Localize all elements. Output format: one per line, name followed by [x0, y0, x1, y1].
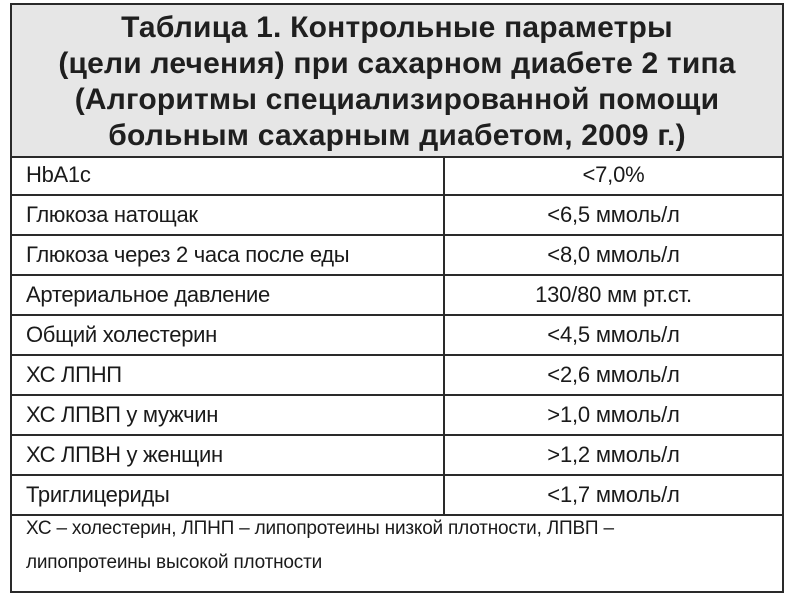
table-title-line-3: (Алгоритмы специализированной помощи	[74, 82, 720, 116]
parameter-cell: Общий холестерин	[12, 315, 444, 355]
target-value-cell: <7,0%	[444, 156, 782, 195]
table-row	[12, 435, 782, 475]
footnote-line-1: ХС – холестерин, ЛПНП – липопротеины низкой плотности, ЛПВП –	[26, 518, 614, 539]
table-title-line-2: (цели лечения) при сахарном диабете 2 типа	[58, 46, 736, 80]
target-value-cell: 130/80 мм рт.ст.	[444, 275, 782, 315]
table-row	[12, 315, 782, 355]
parameter-cell: Глюкоза через 2 часа после еды	[12, 235, 444, 275]
target-value-cell: <2,6 ммоль/л	[444, 355, 782, 395]
parameter-cell: Триглицериды	[12, 475, 444, 515]
table-row	[12, 395, 782, 435]
target-value-cell: >1,2 ммоль/л	[444, 435, 782, 475]
parameter-cell: ХС ЛПНП	[12, 355, 444, 395]
table-row	[12, 275, 782, 315]
parameter-cell: ХС ЛПВП у мужчин	[12, 395, 444, 435]
table-title-line-4: больным сахарным диабетом, 2009 г.)	[108, 118, 686, 152]
table-header	[12, 5, 782, 158]
target-value-cell: <4,5 ммоль/л	[444, 315, 782, 355]
table-row	[12, 235, 782, 275]
table-row	[12, 355, 782, 395]
parameter-cell: Артериальное давление	[12, 275, 444, 315]
parameter-cell: HbA1c	[12, 156, 444, 195]
footnote-line-2: липопротеины высокой плотности	[26, 552, 322, 573]
table-footnote	[26, 512, 766, 580]
table-row	[12, 195, 782, 235]
target-value-cell: <6,5 ммоль/л	[444, 195, 782, 235]
table-row	[12, 156, 782, 195]
parameter-cell: Глюкоза натощак	[12, 195, 444, 235]
table-row	[12, 475, 782, 515]
target-value-cell: <8,0 ммоль/л	[444, 235, 782, 275]
target-value-cell: <1,7 ммоль/л	[444, 475, 782, 515]
target-value-cell: >1,0 ммоль/л	[444, 395, 782, 435]
parameter-cell: ХС ЛПВН у женщин	[12, 435, 444, 475]
table-frame	[10, 3, 784, 593]
parameters-table	[12, 156, 782, 516]
table-title-line-1: Таблица 1. Контрольные параметры	[121, 10, 673, 44]
